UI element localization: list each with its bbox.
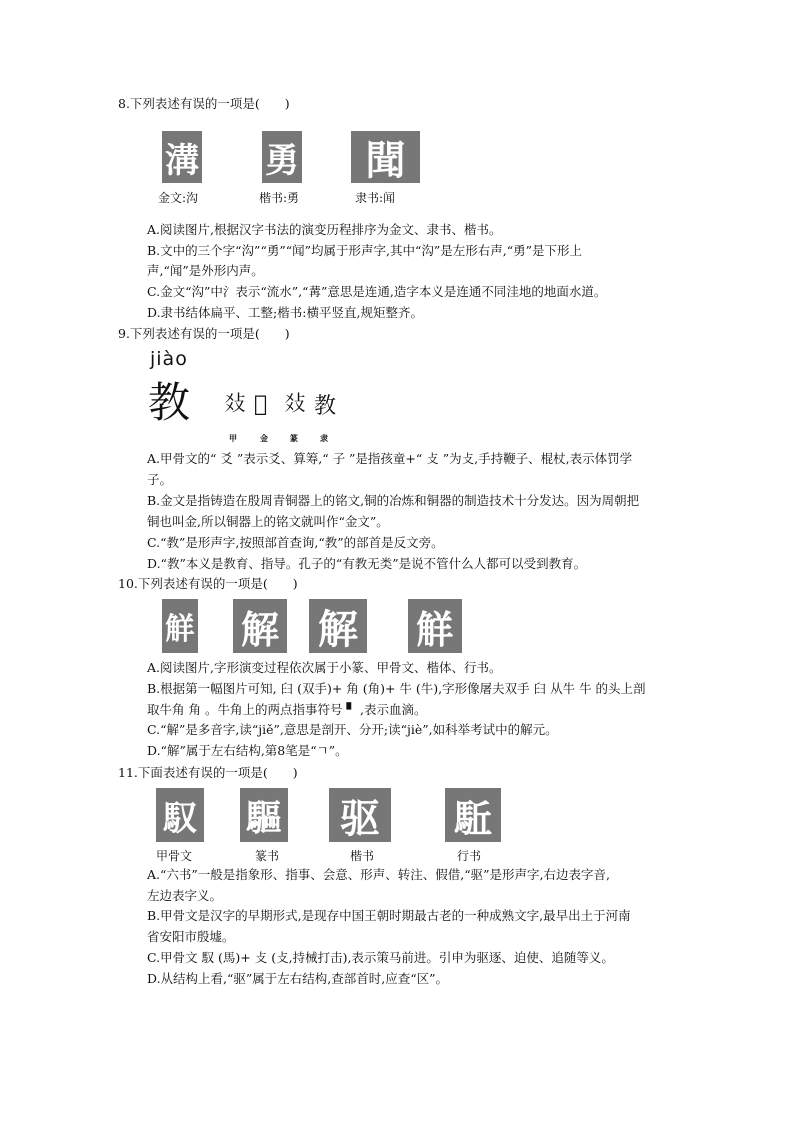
q10-tile-2: 解 bbox=[233, 599, 287, 653]
q9-evo-jin: 𢽈 bbox=[254, 392, 268, 417]
q8-option-b-cont: 声,“闻”是外形内声。 bbox=[147, 263, 264, 278]
q9-option-b-cont: 铜也叫金,所以铜器上的铭文就叫作“金文”。 bbox=[147, 514, 389, 529]
q8-option-d: D.隶书结体扁平、工整;楷书:横平竖直,规矩整齐。 bbox=[147, 305, 423, 320]
q8-option-c: C.金文“沟”中氵表示“流水”,“冓”意思是连通,造字本义是连通不同洼地的地面水道。 bbox=[147, 284, 607, 299]
q9-option-a: A.甲骨文的“ 爻 ”表示爻、算筹,“ 子 ”是指孩童+“ 攴 ”为攴,手持鞭子、棍杖,表示体罚学 bbox=[147, 451, 633, 466]
q9-option-a-cont: 子。 bbox=[147, 472, 173, 487]
q11-option-b: B.甲骨文是汉字的早期形式,是现存中国王朝时期最古老的一种成熟文字,最早出土于河南 bbox=[147, 908, 631, 923]
q9-pinyin: jiào bbox=[150, 348, 188, 370]
q8-tile-gou: 溝 bbox=[162, 131, 202, 183]
q11-option-d: D.从结构上看,“驱”属于左右结构,查部首时,应查“区”。 bbox=[147, 971, 449, 986]
q8-option-b: B.文中的三个字“沟”“勇”“闻”均属于形声字,其中“沟”是左形右声,“勇”是下形上 bbox=[147, 243, 583, 258]
q10-tile-4: 觧 bbox=[408, 599, 462, 653]
q10-option-b-cont: 取牛角 角 。牛角上的两点指事符号 ▘ ,表示血滴。 bbox=[147, 702, 427, 717]
q10-stem: 10.下列表述有误的一项是( ) bbox=[118, 576, 298, 591]
q8-caption-wen: 隶书:闻 bbox=[355, 191, 396, 205]
q9-label-jia: 甲 bbox=[229, 433, 237, 443]
q8-stem: 8.下列表述有误的一项是( ) bbox=[118, 96, 290, 111]
q9-stem: 9.下列表述有误的一项是( ) bbox=[118, 326, 290, 341]
q8-option-a: A.阅读图片,根据汉字书法的演变历程排序为金文、隶书、楷书。 bbox=[147, 222, 502, 237]
q11-tile-jiagu: 馭 bbox=[156, 788, 204, 842]
q9-label-li: 隶 bbox=[320, 433, 328, 443]
q11-option-a: A.“六书”一般是指象形、指事、会意、形声、转注、假借,“驱”是形声字,右边表字音, bbox=[147, 867, 610, 882]
q9-label-jin: 金 bbox=[260, 433, 268, 443]
q10-tile-1: 觧 bbox=[162, 599, 198, 653]
q10-option-a: A.阅读图片,字形演变过程依次属于小篆、甲骨文、楷体、行书。 bbox=[147, 660, 502, 675]
q11-tile-zhuan: 驅 bbox=[240, 788, 288, 842]
q10-option-c: C.“解”是多音字,读“jiě”,意思是剖开、分开;读“jiè”,如科举考试中的解元。 bbox=[147, 722, 558, 737]
q11-tile-xing: 駈 bbox=[445, 788, 501, 842]
q8-tile-yong: 勇 bbox=[262, 131, 302, 183]
q8-caption-yong: 楷书:勇 bbox=[259, 191, 300, 205]
q11-caption-xing: 行书 bbox=[457, 849, 482, 863]
q9-evo-li: 教 bbox=[314, 394, 337, 419]
q11-option-c: C.甲骨文 馭 (馬)+ 攴 (攴,持械打击),表示策马前进。引申为驱逐、迫使、追随等义。 bbox=[147, 950, 614, 965]
q10-option-b: B.根据第一幅图片可知, 𦥑 (双手)+ 角 (角)+ 牛 (牛),字形像屠夫双手 𦥑 从牛 牛 的头上剖 bbox=[147, 681, 646, 696]
q10-option-d: D.“解”属于左右结构,第8笔是“ㄱ”。 bbox=[147, 743, 348, 758]
q9-label-zhuan: 篆 bbox=[290, 433, 298, 443]
q8-tile-wen: 聞 bbox=[351, 131, 420, 183]
q11-tile-kai: 驱 bbox=[329, 788, 391, 842]
q9-evo-zhuan: 𤕝 bbox=[284, 392, 307, 417]
q11-stem: 11.下面表述有误的一项是( ) bbox=[118, 765, 298, 780]
q9-option-b: B.金文是指铸造在殷周青铜器上的铭文,铜的冶炼和铜器的制造技术十分发达。因为周朝把 bbox=[147, 493, 640, 508]
q8-caption-gou: 金文:沟 bbox=[158, 191, 199, 205]
q10-tile-3: 解 bbox=[309, 599, 367, 653]
q11-option-b-cont: 省安阳市殷墟。 bbox=[147, 929, 235, 944]
q9-main-char: 教 bbox=[148, 378, 191, 427]
q11-caption-kai: 楷书 bbox=[350, 849, 375, 863]
q11-option-a-cont: 左边表字义。 bbox=[147, 888, 223, 903]
q9-evo-jia: 𤕝 bbox=[224, 392, 247, 417]
q11-caption-zhuan: 篆书 bbox=[255, 849, 280, 863]
q9-option-d: D.“教”本义是教育、指导。孔子的“有教无类”是说不管什么人都可以受到教育。 bbox=[147, 556, 587, 571]
q9-option-c: C.“教”是形声字,按照部首查询,“教”的部首是反文旁。 bbox=[147, 535, 444, 550]
q11-caption-jiagu: 甲骨文 bbox=[156, 849, 193, 863]
